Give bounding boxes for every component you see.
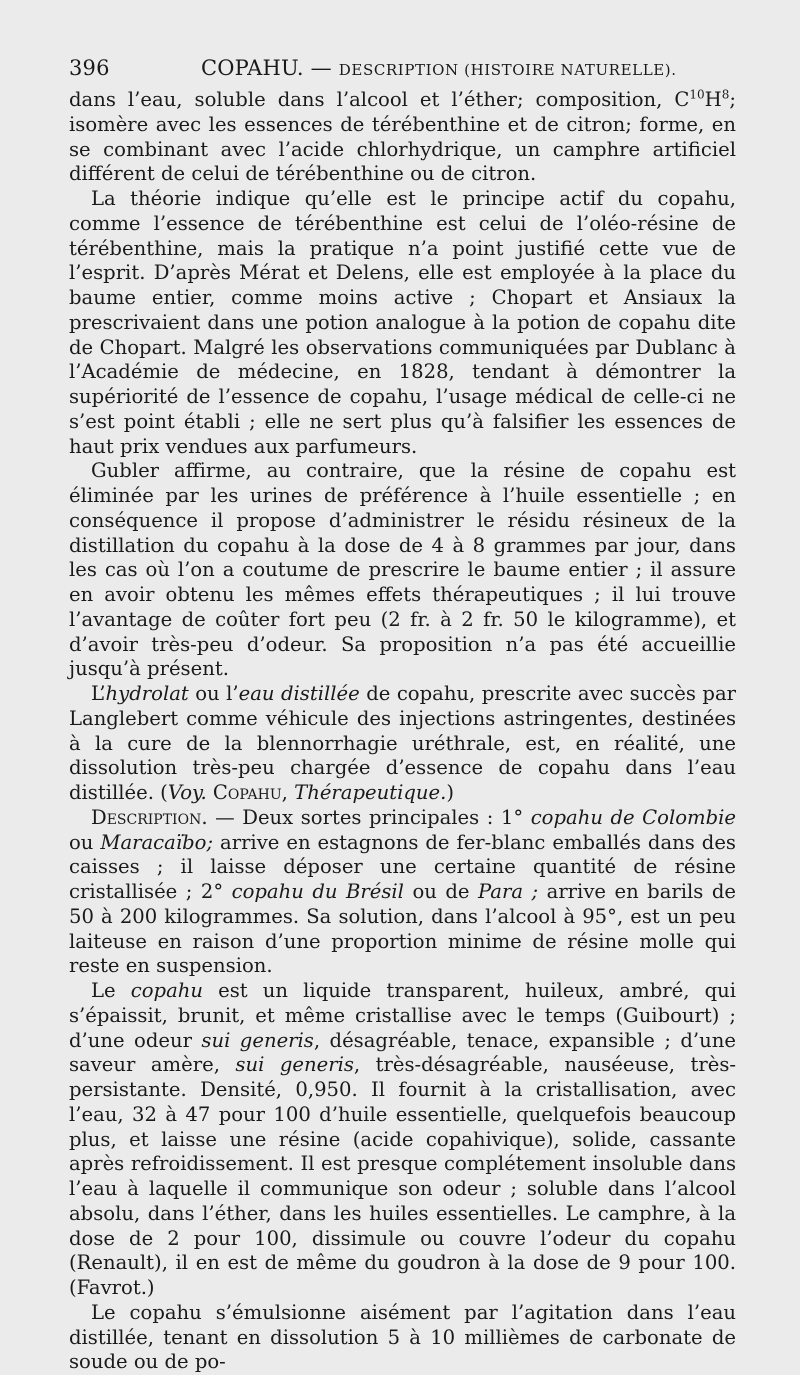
paragraph-description: [69, 806, 736, 979]
paragraph-continuation: [69, 88, 736, 187]
paragraph-emulsion: Le copahu s’émulsionne aisément par l’agitation dans l’eau distillée, tenant en dissolution 5 à 10 millièmes de carbonate de soude ou de po-: [69, 1300, 736, 1374]
running-header: [69, 56, 736, 80]
text-run: dans l’eau, soluble dans l’alcool et l’éther; composition, C: [69, 88, 690, 111]
text-run: de copahu, prescrite avec succès par Langlebert comme véhicule des injections astringentes, destinées à la cure de la blennorrhagie uréthrale, est, en réalité, une dissolution très-peu chargée d’essence de copahu dans l’eau distillée. (: [69, 682, 736, 804]
text-run: arrive en estagnons de fer-blanc emballés dans des caisses ; il laisse déposer une certaine quantité de résine cristallisée ; 2°: [69, 830, 736, 903]
paragraph-theorie: La théorie indique qu’elle est le principe actif du copahu, comme l’essence de térébenthine est celui de l’oléo-résine de térébenthine, mais la pratique n’a point justifié cette vue de l’esprit. D’après Mérat et Delens, elle est employée à la place du baume entier, comme moins active ; Chopart et Ansiaux la prescrivaient dans une potion analogue à la potion de copahu dite de Chopart. Malgré les observations communiquées par Dublanc à l’Académie de médecine, en 1828, tendant à démontrer la supériorité de l’essence de copahu, l’usage médical de celle-ci ne s’est point établi ; elle ne sert plus qu’à falsifier les essences de haut prix vendues aux parfumeurs.: [69, 187, 736, 458]
text-run: arrive en barils de 50 à 200 kilogrammes. Sa solution, dans l’alcool à 95°, est un peu laiteuse en raison d’une proportion minime de résine molle qui reste en suspension.: [69, 880, 736, 978]
italic-term: sui generis: [201, 1028, 314, 1052]
page-number: 396: [69, 56, 110, 80]
text-run: H: [704, 88, 722, 111]
italic-term: hydrolat: [105, 682, 189, 705]
text-run: ou de: [403, 880, 478, 903]
italic-term: copahu de Colombie: [530, 805, 736, 829]
running-title-main: COPAHU. —: [201, 56, 339, 80]
paragraph-gubler: Gubler affirme, au contraire, que la résine de copahu est éliminée par les urines de préférence à l’huile essentielle ; en conséquence il propose d’administrer le résidu résineux de la distillation du copahu à la dose de 4 à 8 grammes par jour, dans les cas où l’on a coutume de prescrire le baume entier ; il assure en avoir obtenu les mêmes effets thérapeutiques ; il lui trouve l’avantage de coûter fort peu (2 fr. à 2 fr. 50 le kilogramme), et d’avoir très-peu d’odeur. Sa proposition n’a pas été accueillie jusqu’à présent.: [69, 459, 736, 681]
italic-term: Thérapeutique.: [294, 781, 447, 804]
text-run: ,: [281, 781, 295, 804]
italic-term: eau distillée: [238, 682, 360, 705]
text-run: Le: [91, 979, 131, 1002]
paragraph-hydrolat: [69, 682, 736, 806]
running-title: [201, 56, 677, 80]
text-run: est un liquide transparent, huileux, ambré, qui s’épaissit, brunit, et même cristallise avec le temps (Guibourt) ; d’une odeur: [69, 979, 736, 1052]
text-run: L’: [91, 682, 106, 705]
section-heading: Description: [91, 805, 202, 829]
italic-term: Para ;: [478, 880, 539, 903]
text-run: ): [446, 781, 454, 804]
text-run: ; isomère avec les essences de térébenthine et de citron; forme, en se combinant avec l’acide chlorhydrique, un camphre artificiel différent de celui de térébenthine ou de citron.: [69, 88, 736, 186]
superscript: 10: [689, 87, 705, 102]
italic-term: copahu: [130, 979, 203, 1002]
italic-term: copahu du Brésil: [231, 880, 404, 903]
text-run: . — Deux sortes principales : 1°: [201, 805, 531, 829]
cross-reference: Copahu: [212, 781, 282, 804]
italic-term: Maracaïbo;: [100, 830, 214, 854]
body-text: [69, 88, 736, 1375]
paragraph-copahu-properties: [69, 979, 736, 1301]
running-title-sub: DESCRIPTION (HISTOIRE NATURELLE).: [338, 61, 677, 79]
italic-term: Voy.: [167, 781, 207, 804]
text-run: ou: [69, 830, 101, 854]
text-run: , très-désagréable, nauséeuse, très-persistante. Densité, 0,950. Il fournit à la cristallisation, avec l’eau, 32 à 47 pour 100 d’huile essentielle, quelquefois beaucoup plus, et laisse une résine (acide copahivique), solide, cassante après refroidissement. Il est presque complétement insoluble dans l’eau à laquelle il communique son odeur ; soluble dans l’alcool absolu, dans l’éther, dans les huiles essentielles. Le camphre, à la dose de 2 pour 100, dissimule ou couvre l’odeur du copahu (Renault), il en est de même du goudron à la dose de 9 pour 100. (Favrot.): [69, 1053, 736, 1299]
superscript: 8: [721, 87, 730, 102]
italic-term: sui generis: [235, 1053, 354, 1077]
text-run: ou l’: [188, 682, 239, 705]
text-run: , désagréable, tenace, expansible ; d’une saveur amère,: [69, 1028, 736, 1077]
